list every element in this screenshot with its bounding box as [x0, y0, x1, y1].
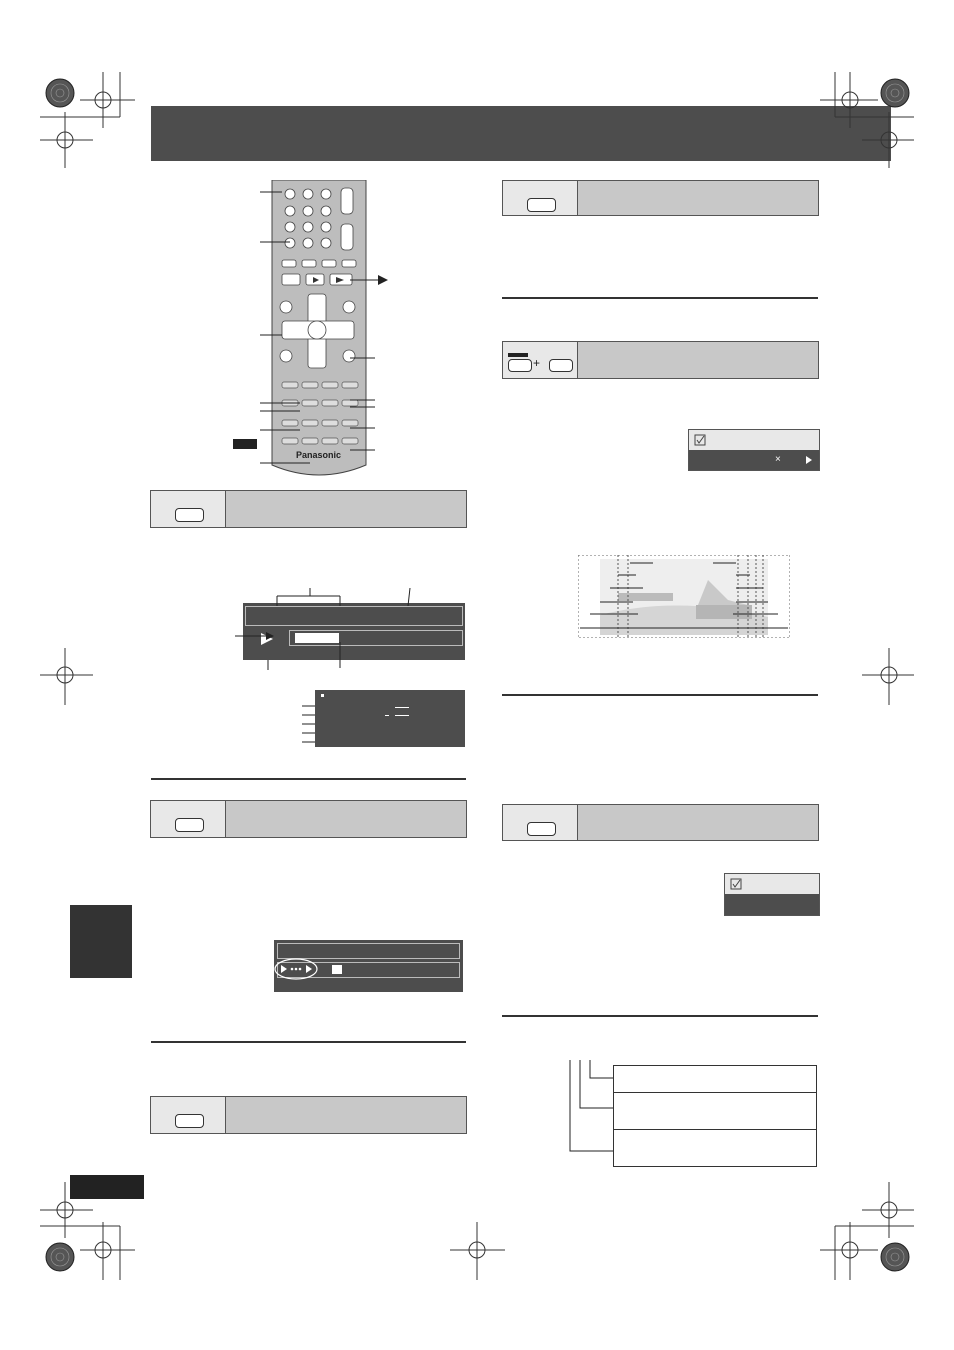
section-header-box-1 — [150, 490, 467, 528]
page-number-tab — [70, 1175, 144, 1199]
key-button — [549, 359, 573, 372]
section-divider — [151, 1041, 466, 1043]
osd-dash — [385, 715, 389, 716]
osd2-ticks — [300, 700, 320, 745]
osd-display-3 — [274, 940, 463, 992]
key-button — [527, 822, 556, 836]
osd-title-row — [725, 874, 819, 894]
info-box-3 — [613, 1130, 817, 1167]
osd-display-2 — [315, 690, 465, 747]
checkbox-icon — [730, 878, 742, 890]
osd-highlight — [332, 965, 342, 974]
osd-dash — [395, 715, 409, 716]
key-cell — [503, 805, 578, 840]
section-header-box-6 — [502, 804, 819, 841]
select-x-label: × — [775, 454, 781, 465]
shift-label-bar — [508, 353, 528, 357]
section-divider — [502, 297, 818, 299]
key-cell — [151, 1097, 226, 1133]
checkbox-icon — [694, 434, 706, 446]
language-label: FRANÇAIS — [135, 911, 147, 972]
section-header-box-3 — [150, 1096, 467, 1134]
key-button — [508, 359, 532, 372]
remote-callout-lines — [220, 180, 420, 480]
zoom-illustration — [578, 555, 790, 638]
osd-display-4 — [688, 429, 820, 471]
section-divider — [151, 778, 466, 780]
zoom-frame-diagram — [578, 555, 790, 638]
search-indicator-icon — [274, 958, 324, 980]
section-header-box-5 — [502, 341, 819, 379]
osd-value-row — [725, 894, 819, 915]
key-cell — [503, 181, 578, 215]
info-box-1 — [613, 1065, 817, 1093]
osd-callout-lines — [230, 588, 460, 673]
key-button — [175, 818, 204, 832]
key-cell — [151, 491, 226, 527]
right-arrow-icon — [805, 456, 813, 464]
info-box-2 — [613, 1093, 817, 1130]
section-header-box-2 — [150, 800, 467, 838]
bracket-connector-lines — [560, 1058, 620, 1158]
section-divider — [502, 694, 818, 696]
section-header-box-4 — [502, 180, 819, 216]
remote-brand-logo: Panasonic — [296, 450, 342, 460]
osd-display-5 — [724, 873, 820, 916]
key-button — [175, 508, 204, 522]
language-side-tab — [70, 905, 147, 978]
key-cell-combo — [503, 342, 578, 378]
key-button — [175, 1114, 204, 1128]
osd-title-row — [689, 430, 819, 450]
plus-sign: + — [533, 356, 541, 370]
osd-dot — [321, 694, 324, 697]
osd-dash — [395, 707, 409, 708]
key-button — [527, 198, 556, 212]
osd-row — [277, 943, 460, 959]
key-cell — [151, 801, 226, 837]
section-divider — [502, 1015, 818, 1017]
osd-value-row — [689, 450, 819, 470]
